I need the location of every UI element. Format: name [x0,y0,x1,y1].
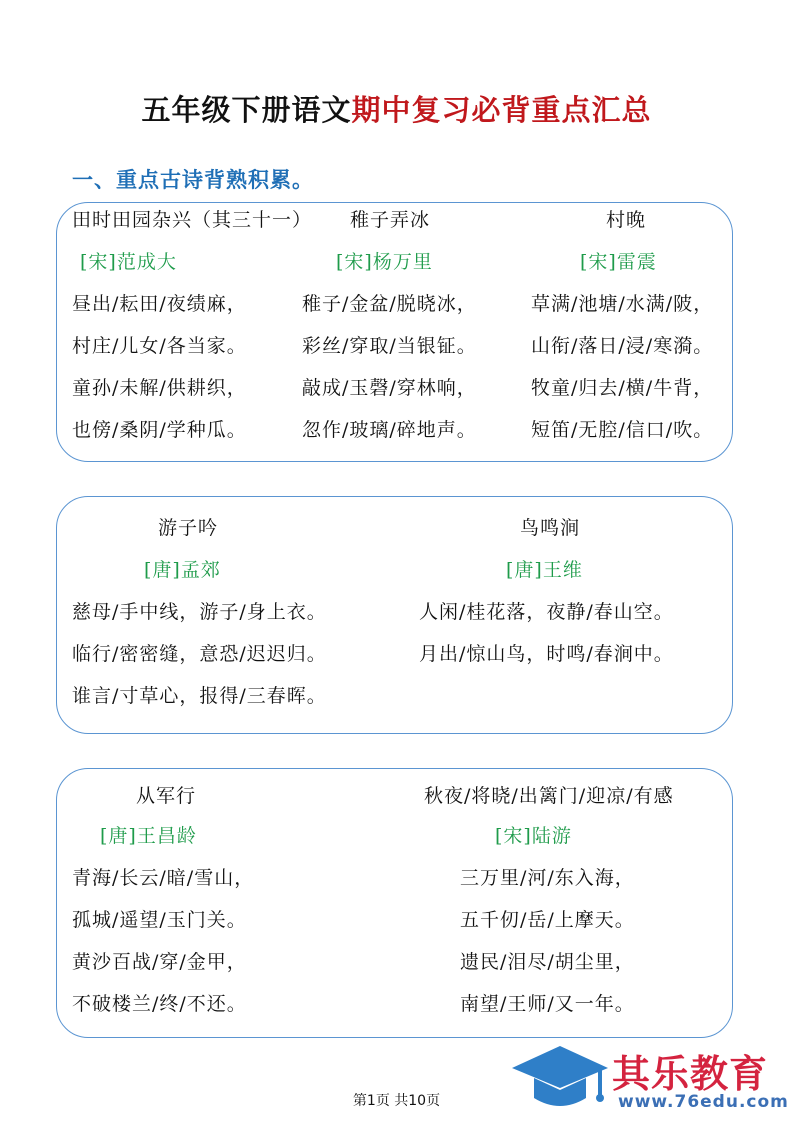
poem-line: 山衔/落日/浸/寒漪。 [531,335,714,357]
poem-author: [唐]王昌龄 [100,825,197,847]
poem-line: 黄沙百战/穿/金甲， [72,951,247,973]
logo-name: 其乐教育 [612,1052,769,1096]
poem-title: 鸟鸣涧 [520,517,581,539]
poem-line: 忽作/玻璃/碎地声。 [302,419,477,441]
poem-author: [唐]王维 [506,559,583,581]
poem-author: [宋]陆游 [495,825,572,847]
poem-line: 牧童/归去/横/牛背， [531,377,714,399]
poem-line: 不破楼兰/终/不还。 [72,993,247,1015]
poem-author: [宋]杨万里 [336,251,433,273]
poem-line: 短笛/无腔/信口/吹。 [531,419,714,441]
poem-author: [宋]范成大 [80,251,177,273]
poem-line: 敲成/玉磬/穿林响， [302,377,477,399]
poem-line: 孤城/遥望/玉门关。 [72,909,247,931]
page-title [0,88,793,129]
page-footer: 第1页 共10页 [352,1093,441,1109]
title-part1: 五年级下册语文 [141,93,352,127]
poem-line: 临行/密密缝，意恐/迟迟归。 [72,643,327,665]
poem-line: 也傍/桑阴/学种瓜。 [72,419,247,441]
poem-line: 遗民/泪尽/胡尘里， [460,951,635,973]
poem-line: 稚子/金盆/脱晓冰， [302,293,477,315]
poem-line: 青海/长云/暗/雪山， [72,867,255,889]
logo-url: www.76edu.com [618,1092,789,1112]
poem-line: 月出/惊山鸟，时鸣/春涧中。 [419,643,674,665]
section-heading: 一、重点古诗背熟积累。 [72,168,314,192]
poem-line: 童孙/未解/供耕织， [72,377,247,399]
poem-title: 秋夜/将晓/出篱门/迎凉/有感 [424,785,674,807]
poem-line: 三万里/河/东入海， [460,867,635,889]
poem-title: 从军行 [136,785,197,807]
poem-title: 田时田园杂兴（其三十一） [72,209,313,231]
poem-line: 南望/王师/又一年。 [460,993,635,1015]
poem-title: 稚子弄冰 [350,209,431,231]
poem-line: 彩丝/穿取/当银钲。 [302,335,477,357]
poem-line: 草满/池塘/水满/陂， [531,293,714,315]
poem-line: 慈母/手中线，游子/身上衣。 [72,601,327,623]
title-part2: 期中复习必背重点汇总 [351,93,652,127]
poem-line: 昼出/耘田/夜绩麻， [72,293,247,315]
poem-line: 村庄/儿女/各当家。 [72,335,247,357]
poem-line: 人闲/桂花落，夜静/春山空。 [419,601,674,623]
poem-title: 游子吟 [158,517,219,539]
graduation-cap-icon [510,1042,610,1114]
poem-author: [唐]孟郊 [144,559,221,581]
poem-line: 谁言/寸草心，报得/三春晖。 [72,685,327,707]
poem-line: 五千仞/岳/上摩天。 [460,909,635,931]
poem-title: 村晚 [606,209,647,231]
poem-author: [宋]雷震 [580,251,657,273]
